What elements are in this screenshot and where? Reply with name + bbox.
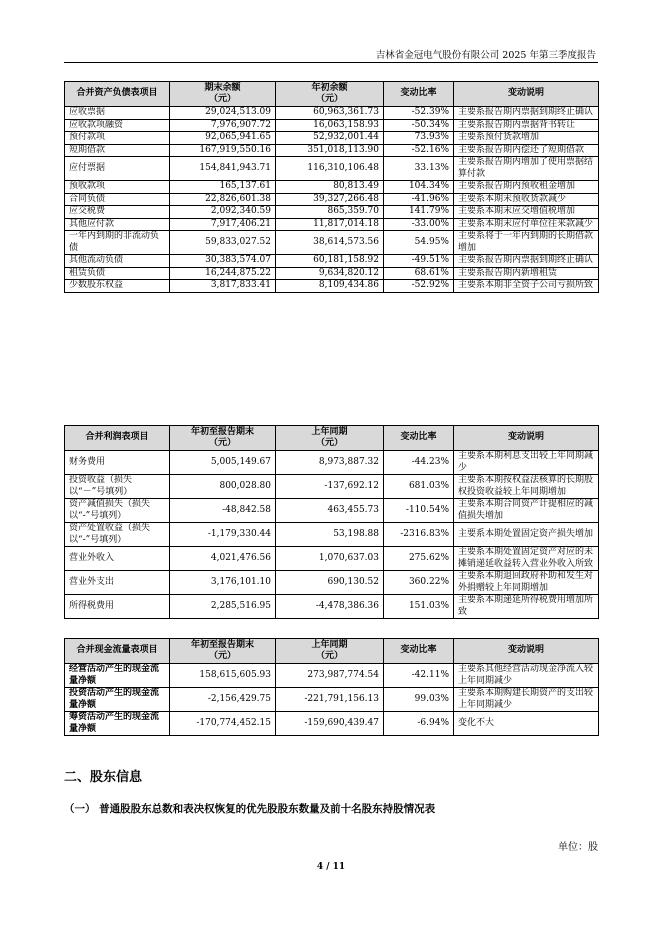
row-note: 主要系报告期内新增租赁 — [454, 267, 599, 280]
row-value-1: 22,826,601.38 — [170, 193, 276, 206]
row-note: 主要系本期处置固定资产损失增加 — [454, 523, 599, 547]
row-value-2: -159,690,439.47 — [276, 712, 384, 736]
row-value-2: 8,973,887.32 — [276, 451, 384, 475]
table-row — [65, 523, 599, 547]
section-title: 二、股东信息 — [64, 770, 143, 785]
row-note: 主要系本期按权益法核算的长期股权投资收益较上年同期增加 — [454, 475, 599, 499]
row-value-1: 165,137.61 — [170, 181, 276, 194]
row-value-2: -137,692.12 — [276, 475, 384, 499]
row-value-2: 53,198.88 — [276, 523, 384, 547]
page-header: 吉林省金冠电气股份有限公司 2025 年第三季度报告 — [375, 50, 596, 61]
row-note: 主要系本期递延所得税费用增加所致 — [454, 595, 599, 619]
row-value-1: 158,615,605.93 — [170, 664, 276, 688]
row-item: 一年内到期的非流动负债 — [65, 231, 170, 255]
row-note: 主要系将于一年内到期的长期借款增加 — [454, 231, 599, 255]
row-item: 资产减值损失（损失以“-”号填列） — [65, 499, 170, 523]
row-item: 筹资活动产生的现金流量净额 — [65, 712, 170, 736]
header-divider — [64, 62, 598, 63]
row-ratio: -52.92% — [384, 280, 454, 293]
row-note: 主要系报告期内偿还了短期借款 — [454, 144, 599, 157]
row-item: 投资活动产生的现金流量净额 — [65, 688, 170, 712]
table-row — [65, 280, 599, 293]
table-row — [65, 595, 599, 619]
col-header-end-balance: 期末余额 （元） — [170, 82, 276, 107]
row-note: 主要系本期利息支出较上年同期减少 — [454, 451, 599, 475]
row-value-1: -170,774,452.15 — [170, 712, 276, 736]
row-value-2: 8,109,434.86 — [276, 280, 384, 293]
row-ratio: 275.62% — [384, 547, 454, 571]
col-header-prior: 上年同期 （元） — [276, 426, 384, 451]
row-value-2: 690,130.52 — [276, 571, 384, 595]
row-note: 主要系报告期内票据到期终止确认 — [454, 255, 599, 268]
subsection-title: （一） 普通股股东总数和表决权恢复的优先股股东数量及前十名股东持股情况表 — [64, 803, 436, 815]
row-value-1: 7,917,406.21 — [170, 218, 276, 231]
table-header-row — [65, 639, 599, 664]
table-row — [65, 712, 599, 736]
col-header-note: 变动说明 — [454, 82, 599, 107]
row-value-2: 1,070,637.03 — [276, 547, 384, 571]
row-value-1: -48,842.58 — [170, 499, 276, 523]
col-header-current: 年初至报告期末 （元） — [170, 426, 276, 451]
col-header-ratio: 变动比率 — [384, 639, 454, 664]
row-value-1: 5,005,149.67 — [170, 451, 276, 475]
table-row — [65, 664, 599, 688]
table-row — [65, 688, 599, 712]
row-ratio: -52.16% — [384, 144, 454, 157]
row-value-2: 52,932,001.44 — [276, 132, 384, 145]
cash-flow-table — [64, 638, 599, 736]
col-header-item: 合并利润表项目 — [65, 426, 170, 451]
row-ratio: 360.22% — [384, 571, 454, 595]
row-note: 主要系本期合同资产计提相应的减值损失增加 — [454, 499, 599, 523]
row-item: 租赁负债 — [65, 267, 170, 280]
row-value-1: 3,176,101.10 — [170, 571, 276, 595]
row-value-1: 4,021,476.56 — [170, 547, 276, 571]
row-value-2: 116,310,106.48 — [276, 157, 384, 181]
col-header-ratio: 变动比率 — [384, 82, 454, 107]
table-row — [65, 218, 599, 231]
row-value-2: 60,181,158.92 — [276, 255, 384, 268]
row-value-1: 92,065,941.65 — [170, 132, 276, 145]
page-number: 4 / 11 — [316, 862, 346, 872]
row-item: 营业外支出 — [65, 571, 170, 595]
row-ratio: -2316.83% — [384, 523, 454, 547]
table-row — [65, 571, 599, 595]
row-value-1: 2,092,340.59 — [170, 206, 276, 219]
row-item: 营业外收入 — [65, 547, 170, 571]
row-note: 主要系本期末预收货款减少 — [454, 193, 599, 206]
row-item: 短期借款 — [65, 144, 170, 157]
row-item: 应付票据 — [65, 157, 170, 181]
row-note: 主要系报告期内票据到期终止确认 — [454, 107, 599, 120]
row-item: 应收票据 — [65, 107, 170, 120]
row-value-2: -4,478,386.36 — [276, 595, 384, 619]
row-ratio: 681.03% — [384, 475, 454, 499]
row-item: 合同负债 — [65, 193, 170, 206]
row-item: 应交税费 — [65, 206, 170, 219]
row-value-2: 60,963,361.73 — [276, 107, 384, 120]
row-value-2: 865,359.70 — [276, 206, 384, 219]
row-item: 预收款项 — [65, 181, 170, 194]
row-value-1: 800,028.80 — [170, 475, 276, 499]
row-note: 主要系本期末应付单位往来款减少 — [454, 218, 599, 231]
row-item: 资产处置收益（损失以“-”号填列） — [65, 523, 170, 547]
row-ratio: 33.13% — [384, 157, 454, 181]
row-ratio: -50.34% — [384, 119, 454, 132]
table-row — [65, 231, 599, 255]
row-ratio: 99.03% — [384, 688, 454, 712]
row-ratio: -110.54% — [384, 499, 454, 523]
table-row — [65, 181, 599, 194]
row-ratio: -44.23% — [384, 451, 454, 475]
table-row — [65, 193, 599, 206]
row-value-1: 30,383,574.07 — [170, 255, 276, 268]
row-item: 预付款项 — [65, 132, 170, 145]
row-value-1: -2,156,429.75 — [170, 688, 276, 712]
table-row — [65, 144, 599, 157]
row-ratio: 151.03% — [384, 595, 454, 619]
row-value-1: 167,919,550.16 — [170, 144, 276, 157]
row-ratio: -6.94% — [384, 712, 454, 736]
row-value-2: 463,455.73 — [276, 499, 384, 523]
row-value-1: 3,817,833.41 — [170, 280, 276, 293]
row-note: 主要系本期非全资子公司亏损所致 — [454, 280, 599, 293]
unit-label: 单位：股 — [558, 842, 598, 853]
table-row — [65, 157, 599, 181]
table-row — [65, 475, 599, 499]
col-header-prior: 上年同期 （元） — [276, 639, 384, 664]
row-item: 少数股东权益 — [65, 280, 170, 293]
row-note: 主要系报告期内增加了使用票据结算付款 — [454, 157, 599, 181]
col-header-item: 合并资产负债表项目 — [65, 82, 170, 107]
row-value-1: 154,841,943.71 — [170, 157, 276, 181]
table-row — [65, 119, 599, 132]
row-note: 主要系本期退回政府补助和发生对外捐赠较上年同期增加 — [454, 571, 599, 595]
table-row — [65, 107, 599, 120]
row-item: 其他流动负债 — [65, 255, 170, 268]
row-value-2: 38,614,573.56 — [276, 231, 384, 255]
row-note: 主要系本期购建长期资产的支出较上年同期减少 — [454, 688, 599, 712]
col-header-item: 合并现金流量表项目 — [65, 639, 170, 664]
row-note: 主要系其他经营活动现金净流入较上年同期减少 — [454, 664, 599, 688]
table-header-row — [65, 426, 599, 451]
row-value-1: -1,179,330.44 — [170, 523, 276, 547]
row-item: 应收款项融资 — [65, 119, 170, 132]
row-value-1: 59,833,027.52 — [170, 231, 276, 255]
row-ratio: -33.00% — [384, 218, 454, 231]
row-value-2: 273,987,774.54 — [276, 664, 384, 688]
row-value-1: 29,024,513.09 — [170, 107, 276, 120]
row-value-2: 80,813.49 — [276, 181, 384, 194]
row-ratio: -52.39% — [384, 107, 454, 120]
row-item: 其他应付款 — [65, 218, 170, 231]
col-header-current: 年初至报告期末 （元） — [170, 639, 276, 664]
income-statement-table — [64, 425, 599, 619]
row-note: 主要系报告期内票据背书转让 — [454, 119, 599, 132]
table-header-row — [65, 82, 599, 107]
row-value-2: 9,634,820.12 — [276, 267, 384, 280]
row-value-2: -221,791,156.13 — [276, 688, 384, 712]
row-item: 财务费用 — [65, 451, 170, 475]
col-header-note: 变动说明 — [454, 426, 599, 451]
row-ratio: 68.61% — [384, 267, 454, 280]
table-row — [65, 132, 599, 145]
col-header-ratio: 变动比率 — [384, 426, 454, 451]
table-row — [65, 547, 599, 571]
row-value-1: 16,244,875.22 — [170, 267, 276, 280]
row-note: 主要系预付货款增加 — [454, 132, 599, 145]
col-header-note: 变动说明 — [454, 639, 599, 664]
table-row — [65, 255, 599, 268]
row-note: 主要系本期末应交增值税增加 — [454, 206, 599, 219]
row-note: 主要系报告期内预收租金增加 — [454, 181, 599, 194]
row-ratio: -41.96% — [384, 193, 454, 206]
col-header-begin-balance: 年初余额 （元） — [276, 82, 384, 107]
row-value-1: 2,285,516.95 — [170, 595, 276, 619]
row-item: 经营活动产生的现金流量净额 — [65, 664, 170, 688]
row-value-2: 39,327,266.48 — [276, 193, 384, 206]
table-row — [65, 451, 599, 475]
row-ratio: -42.11% — [384, 664, 454, 688]
row-ratio: 73.93% — [384, 132, 454, 145]
table-row — [65, 206, 599, 219]
row-value-2: 351,018,113.90 — [276, 144, 384, 157]
row-ratio: 54.95% — [384, 231, 454, 255]
row-value-1: 7,976,907.72 — [170, 119, 276, 132]
row-note: 主要系本期处置固定资产对应的未摊销递延收益转入营业外收入所致 — [454, 547, 599, 571]
row-value-2: 16,063,158.93 — [276, 119, 384, 132]
row-ratio: -49.51% — [384, 255, 454, 268]
table-row — [65, 499, 599, 523]
row-ratio: 104.34% — [384, 181, 454, 194]
row-note: 变化不大 — [454, 712, 599, 736]
row-ratio: 141.79% — [384, 206, 454, 219]
balance-sheet-table — [64, 81, 599, 293]
row-item: 投资收益（损失以“－”号填列） — [65, 475, 170, 499]
row-item: 所得税费用 — [65, 595, 170, 619]
table-row — [65, 267, 599, 280]
row-value-2: 11,817,014.18 — [276, 218, 384, 231]
